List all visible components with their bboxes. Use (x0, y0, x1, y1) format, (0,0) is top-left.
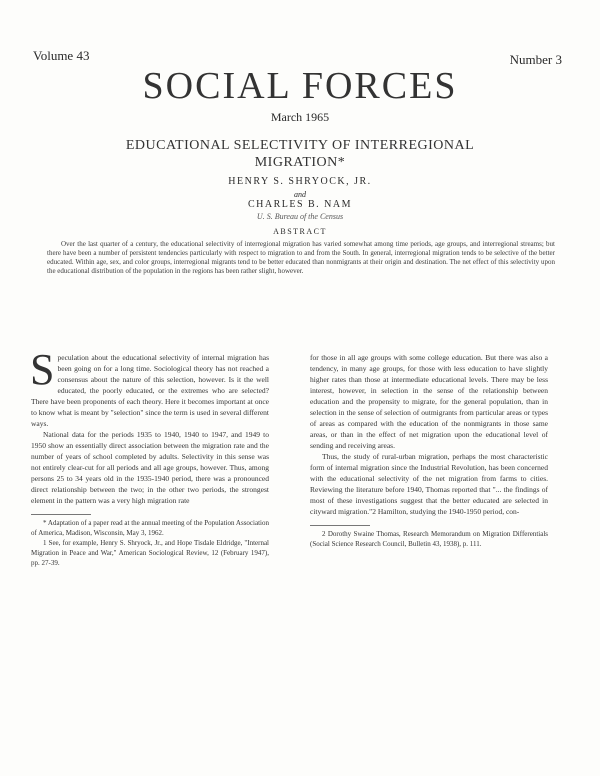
right-column (310, 352, 548, 549)
author-1: HENRY S. SHRYOCK, JR. (228, 176, 372, 187)
left-paragraph-1 (30, 345, 269, 429)
journal-title: SOCIAL FORCES (142, 65, 458, 107)
article-title-line-1: EDUCATIONAL SELECTIVITY OF INTERREGIONAL (125, 138, 475, 153)
footnote-asterisk: * Adaptation of a paper read at the annual meeting of the Population Association of America, Madison, Wisconsin, May 3, 1962. (31, 519, 269, 537)
author-affiliation: U. S. Bureau of the Census (256, 212, 344, 221)
footnote-1: 1 See, for example, Henry S. Shryock, Jr., and Hope Tisdale Eldridge, "Internal Migration in Peace and War," American Sociological Review, 12 (February 1947), pp. 27-39. (31, 539, 269, 567)
abstract-text: Over the last quarter of a century, the educational selectivity of interregional migration has varied somewhat among time periods, age groups, and interregional streams; but there have been a number of persistent tendencies particularly with respect to migration to and from the South. In general, interregional migration tends to be selective of the better educated. Within age, sex, and color groups, interregional migrants tend to be better educated than nonmigrants at their origin and destination. The net effect of this selectivity upon the educational distribution of the population in the regions has been rather slight, however. (47, 240, 555, 276)
author-2: CHARLES B. NAM (247, 199, 353, 210)
issue-number-label: Number 3 (509, 52, 562, 67)
right-paragraph-2: Thus, the study of rural-urban migration, perhaps the most characteristic form of internal migration since the Industrial Revolution, has been concerned with the educational selectivity of the net migration from farms to cities. Reviewing the literature before 1940, Thomas reported that "... the findings of most of these investigations suggest that the better educated are selected in cityward migration."2 Hamilton, studying the 1940-1950 period, con- (310, 452, 548, 516)
footnote-rule-right (310, 525, 370, 526)
footnote-2: 2 Dorothy Swaine Thomas, Research Memorandum on Migration Differentials (Social Science Research Council, Bulletin 43, 1938), p. 111. (310, 530, 548, 548)
right-paragraph-1: for those in all age groups with some college education. But there was also a tendency, in many age groups, for those with less education to have slightly higher rates than those at intermediate educational levels. There may be less interest, however, in selection in the sense of the relationship between education and the propensity to migrate, for the general population, than in selection in the sense of selection of outmigrants from particular areas or types of areas as compared with the education of the nonmigrants in those same areas, or than in the effect of net migration upon the educational level of sending and receiving areas. (310, 353, 548, 450)
volume-label: Volume 43 (33, 48, 90, 63)
footnote-rule (31, 514, 91, 515)
abstract-heading: ABSTRACT (273, 227, 327, 236)
article-title-line-2: MIGRATION* (254, 155, 346, 170)
left-paragraph-2: National data for the periods 1935 to 1940, 1940 to 1947, and 1949 to 1950 show an essentially direct association between the migration rate and the number of years of school completed by adults. Selectivity in this sense was not entirely clear-cut for all periods and all age groups, however. Thus, among persons 25 to 34 years old in the 1935-1940 period, there was a pronounced direct relationship between the two; in the other two periods, the strongest element in the pattern was a very high migration rate (31, 430, 269, 505)
drop-cap: S (30, 345, 55, 394)
article-title (60, 137, 540, 171)
left-column (30, 345, 269, 568)
left-paragraph-1-text: peculation about the educational selectivity of internal migration has been going on for a long time. Sociological theory has not reached a consensus about the nature of this selection, however. Is it the well educated, the poorly educated, or the extremes who are selected? There have been proponents of each theory. Here it becomes important at once to know what is meant by "selection" since the term is used in several different ways. (31, 353, 269, 428)
issue-date: March 1965 (270, 110, 330, 124)
author-conjunction: and (294, 190, 306, 199)
